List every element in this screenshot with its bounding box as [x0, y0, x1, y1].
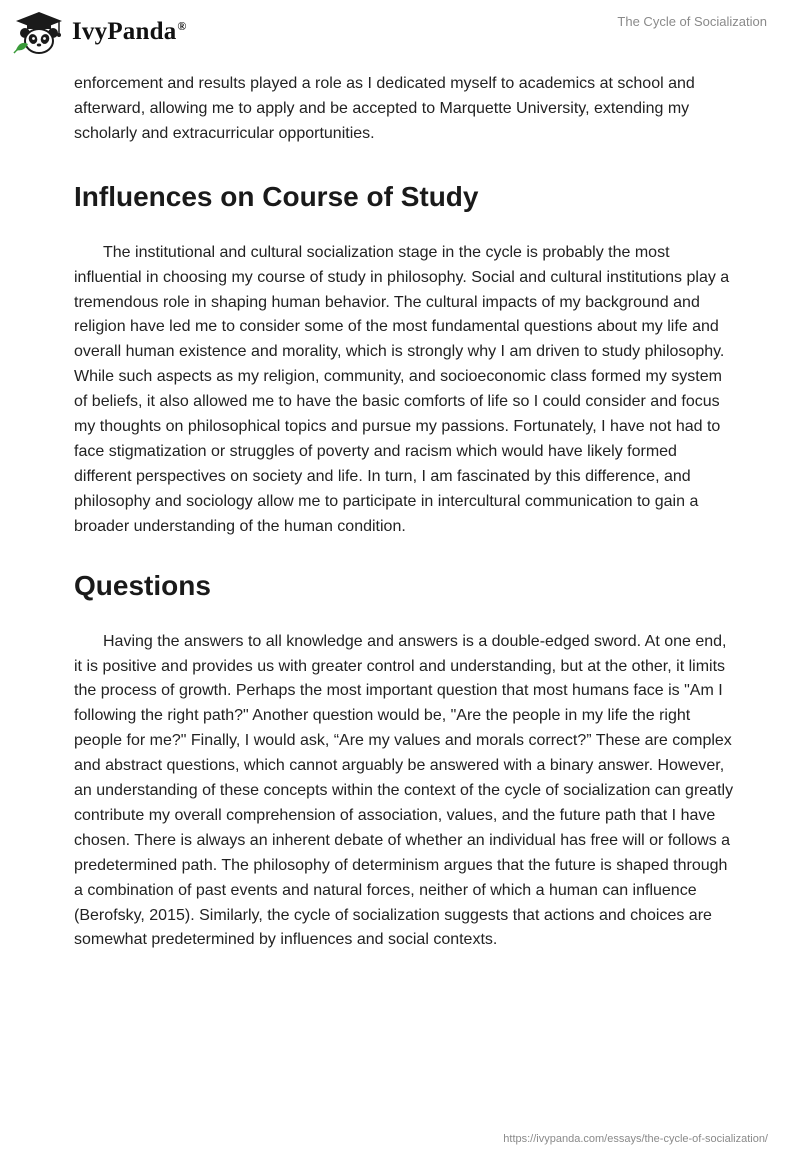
essay-content	[74, 72, 734, 953]
panda-graduate-icon	[12, 10, 66, 54]
section-heading-influences: Influences on Course of Study	[74, 180, 479, 212]
section-heading-questions: Questions	[74, 569, 211, 601]
intro-paragraph: enforcement and results played a role as I dedicated myself to academics at school and afterward, allowing me to apply and be accepted to Marquette University, extending my scholarly and extracurricular opportunities.	[74, 75, 695, 142]
section-paragraph-questions: Having the answers to all knowledge and answers is a double-edged sword. At one end, it is positive and provides us with greater control and understanding, but at the other, it limits the process of growth. Perhaps the most important question that most humans face is "Am I following the right path?" Another question would be, "Are the people in my life the right people for me?" Finally, I would ask, “Are my values and morals correct?” These are complex and abstract questions, which cannot arguably be answered with a binary answer. However, an understanding of these concepts within the context of the cycle of socialization can greatly contribute my overall comprehension of association, values, and the future path that I have chosen. There is always an inherent debate of whether an individual has free will or follows a predetermined path. The philosophy of determinism argues that the future is shaped through a combination of past events and natural forces, neither of which a human can influence (Berofsky, 2015). Similarly, the cycle of socialization suggests that actions and choices are somewhat predetermined by influences and social contexts.	[74, 632, 734, 949]
brand-logo[interactable]	[12, 8, 187, 56]
document-title: The Cycle of Socialization	[617, 14, 767, 29]
section-paragraph-influences: The institutional and cultural socialization stage in the cycle is probably the most influential in choosing my course of study in philosophy. Social and cultural institutions play a tremendous role in shaping human behavior. The cultural impacts of my background and religion have led me to consider some of the most fundamental questions about my life and overall human existence and morality, which is strongly why I am driven to study philosophy. While such aspects as my religion, community, and socioeconomic class formed my system of beliefs, it also allowed me to have the basic comforts of life so I could consider and focus my thoughts on philosophical topics and pursue my passions. Fortunately, I have not had to face stigmatization or struggles of poverty and racism which would have likely formed different perspectives on society and life. In turn, I am fascinated by this difference, and philosophy and sociology allow me to participate in intercultural communication to gain a broader understanding of the human condition.	[74, 243, 730, 535]
source-url-link[interactable]: https://ivypanda.com/essays/the-cycle-of-socialization/	[503, 1133, 768, 1145]
brand-name: IvyPanda®	[72, 18, 187, 45]
registered-mark: ®	[177, 18, 187, 33]
